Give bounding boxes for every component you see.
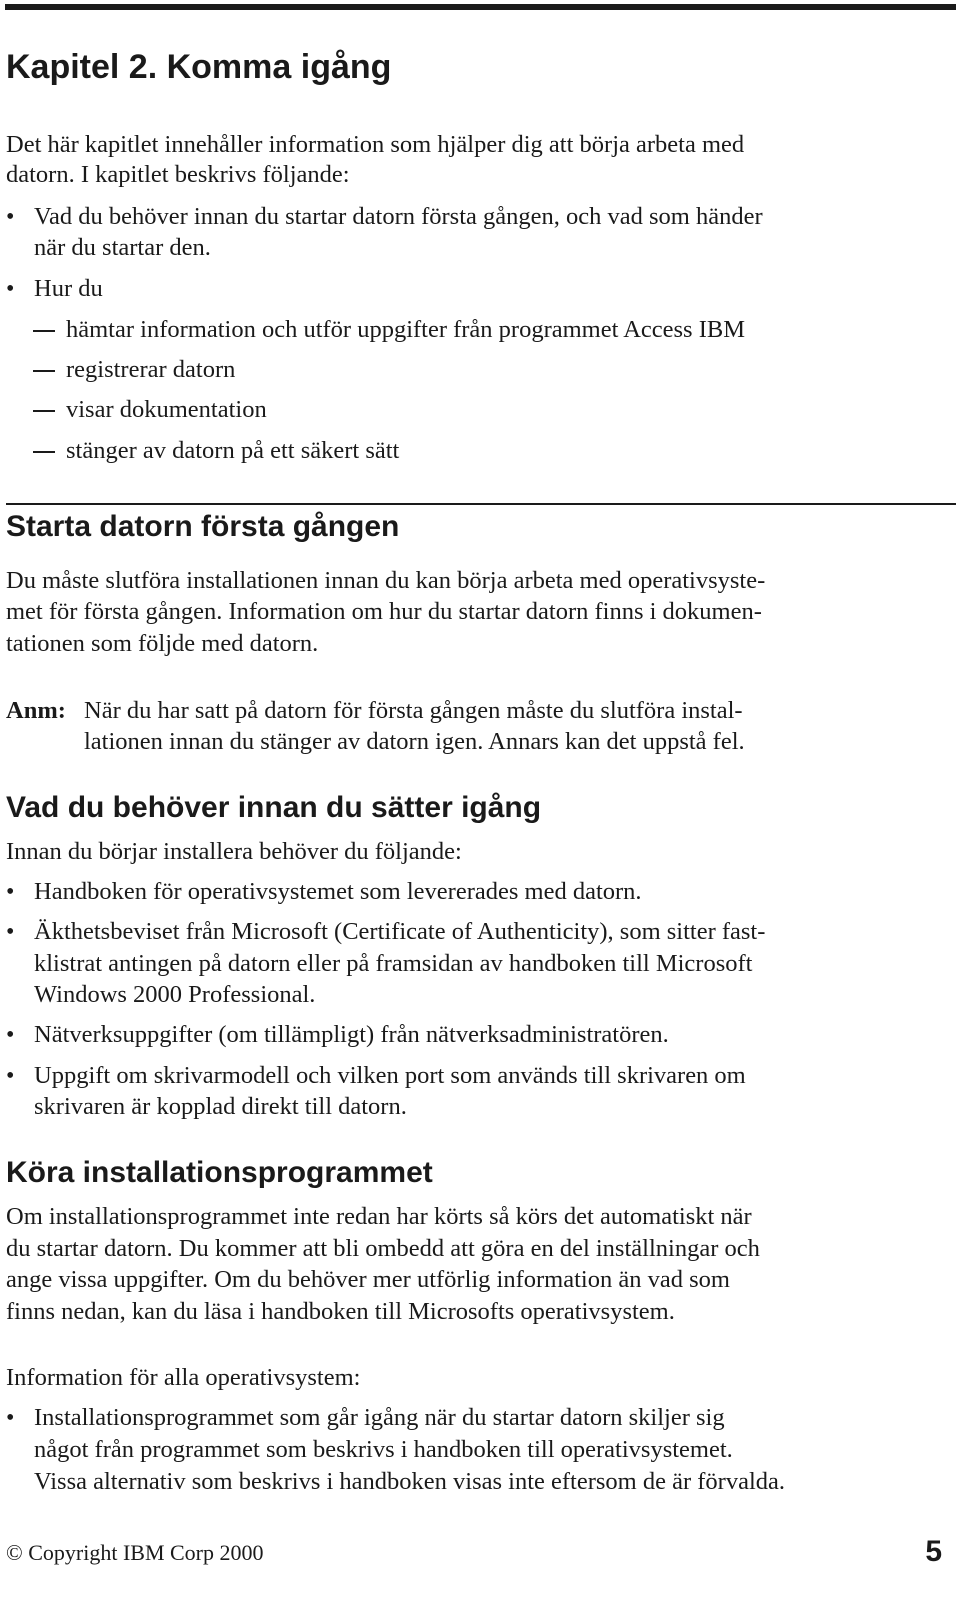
list-item: skrivaren är kopplad direkt till datorn. <box>34 1093 407 1120</box>
dash-marker <box>33 370 55 372</box>
list-item: något från programmet som beskrivs i handboken till operativsystemet. <box>34 1436 733 1463</box>
paragraph-line: Innan du börjar installera behöver du följande: <box>6 838 462 865</box>
paragraph-line: tationen som följde med datorn. <box>6 630 319 657</box>
note-line: När du har satt på datorn för första gången måste du slutföra instal- <box>84 697 743 724</box>
bullet-marker: • <box>6 1022 15 1048</box>
top-rule <box>5 4 956 10</box>
intro-line: datorn. I kapitlet beskrivs följande: <box>6 161 350 188</box>
dash-marker <box>33 451 55 453</box>
bullet-marker: • <box>6 1405 15 1431</box>
list-item: klistrat antingen på datorn eller på framsidan av handboken till Microsoft <box>34 950 753 977</box>
intro-line: Det här kapitlet innehåller information som hjälper dig att börja arbeta med <box>6 131 745 158</box>
paragraph-line: ange vissa uppgifter. Om du behöver mer utförlig information än vad som <box>6 1266 730 1293</box>
section-rule <box>6 503 956 505</box>
list-item: Hur du <box>34 275 103 302</box>
bullet-marker: • <box>6 1063 15 1089</box>
bullet-marker: • <box>6 919 15 945</box>
info-heading: Information för alla operativsystem: <box>6 1364 361 1391</box>
list-item: Handboken för operativsystemet som levererades med datorn. <box>34 878 642 905</box>
list-item: Nätverksuppgifter (om tillämpligt) från nätverksadministratören. <box>34 1021 669 1048</box>
list-item: Vissa alternativ som beskrivs i handboken visas inte eftersom de är förvalda. <box>34 1468 786 1495</box>
section-title: Vad du behöver innan du sätter igång <box>6 791 542 824</box>
note-label: Anm: <box>6 697 66 724</box>
note-line: lationen innan du stänger av datorn igen. Annars kan det uppstå fel. <box>84 728 745 755</box>
paragraph-line: finns nedan, kan du läsa i handboken till Microsofts operativsystem. <box>6 1298 675 1325</box>
sub-list-item: registrerar datorn <box>66 356 236 383</box>
dash-marker <box>33 410 55 412</box>
copyright-notice: © Copyright IBM Corp 2000 <box>6 1540 264 1565</box>
sub-list-item: visar dokumentation <box>66 396 267 423</box>
paragraph-line: Om installationsprogrammet inte redan har körts så körs det automatiskt när <box>6 1203 752 1230</box>
page-number: 5 <box>925 1535 942 1568</box>
paragraph-line: Du måste slutföra installationen innan du kan börja arbeta med operativsyste- <box>6 567 766 594</box>
paragraph-line: du startar datorn. Du kommer att bli ombedd att göra en del inställningar och <box>6 1235 760 1262</box>
bullet-marker: • <box>6 204 15 230</box>
list-item: Äkthetsbeviset från Microsoft (Certificate of Authenticity), som sitter fast- <box>34 918 766 945</box>
sub-list-item: hämtar information och utför uppgifter från programmet Access IBM <box>66 316 745 343</box>
sub-list-item: stänger av datorn på ett säkert sätt <box>66 437 400 464</box>
list-item: Uppgift om skrivarmodell och vilken port som används till skrivaren om <box>34 1062 746 1089</box>
section-title: Köra installationsprogrammet <box>6 1156 433 1189</box>
bullet-marker: • <box>6 879 15 905</box>
list-item: Windows 2000 Professional. <box>34 981 316 1008</box>
paragraph-line: met för första gången. Information om hur du startar datorn finns i dokumen- <box>6 598 762 625</box>
list-item: när du startar den. <box>34 234 211 261</box>
list-item: Installationsprogrammet som går igång när du startar datorn skiljer sig <box>34 1404 725 1431</box>
dash-marker <box>33 330 55 332</box>
bullet-marker: • <box>6 276 15 302</box>
list-item: Vad du behöver innan du startar datorn första gången, och vad som händer <box>34 203 763 230</box>
chapter-title: Kapitel 2. Komma igång <box>6 48 392 86</box>
section-title: Starta datorn första gången <box>6 510 400 543</box>
